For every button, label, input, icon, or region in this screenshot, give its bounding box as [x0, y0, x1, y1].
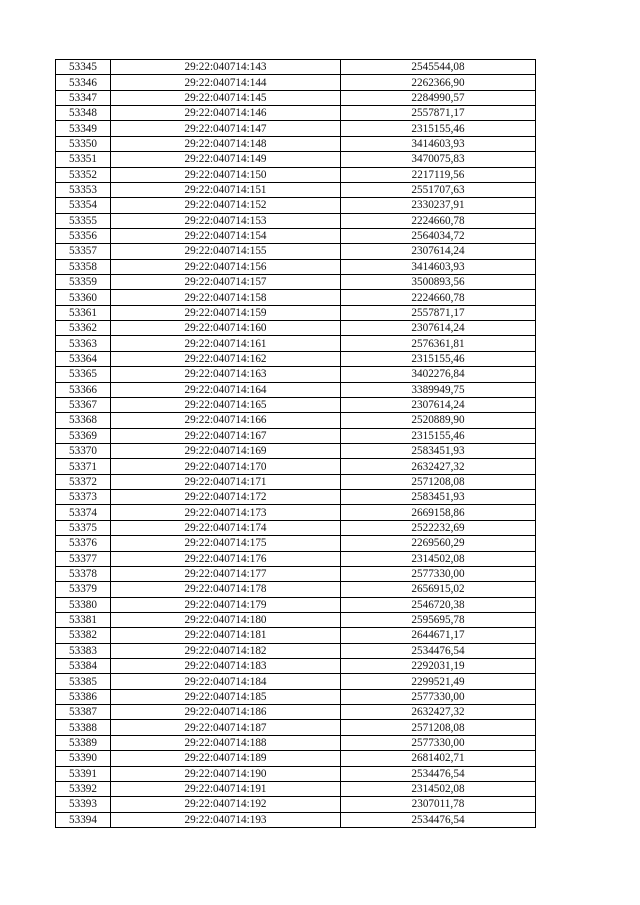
row-number-cell: 53352 [56, 167, 111, 182]
table-row [56, 413, 536, 428]
row-number-cell: 53351 [56, 152, 111, 167]
cadastral-value-cell: 2583451,93 [341, 443, 536, 458]
table-row [56, 551, 536, 566]
cadastral-number-cell: 29:22:040714:144 [111, 75, 341, 90]
cadastral-number-cell: 29:22:040714:165 [111, 397, 341, 412]
cadastral-value-cell: 2217119,56 [341, 167, 536, 182]
cadastral-number-cell: 29:22:040714:164 [111, 382, 341, 397]
cadastral-number-cell: 29:22:040714:153 [111, 213, 341, 228]
table-row [56, 751, 536, 766]
row-number-cell: 53374 [56, 505, 111, 520]
cadastral-value-cell: 2632427,32 [341, 459, 536, 474]
cadastral-value-cell: 2330237,91 [341, 198, 536, 213]
row-number-cell: 53390 [56, 751, 111, 766]
table-row [56, 566, 536, 581]
cadastral-value-cell: 2307614,24 [341, 244, 536, 259]
row-number-cell: 53385 [56, 674, 111, 689]
table-row [56, 351, 536, 366]
table-row [56, 597, 536, 612]
cadastral-value-cell: 2577330,00 [341, 735, 536, 750]
cadastral-number-cell: 29:22:040714:173 [111, 505, 341, 520]
table-row [56, 167, 536, 182]
cadastral-value-cell: 2669158,86 [341, 505, 536, 520]
cadastral-number-cell: 29:22:040714:191 [111, 781, 341, 796]
row-number-cell: 53393 [56, 797, 111, 812]
cadastral-value-cell: 3414603,93 [341, 136, 536, 151]
row-number-cell: 53382 [56, 628, 111, 643]
cadastral-value-cell: 2534476,54 [341, 812, 536, 827]
cadastral-value-cell: 2557871,17 [341, 106, 536, 121]
table-row [56, 505, 536, 520]
cadastral-value-cell: 2314502,08 [341, 781, 536, 796]
cadastral-value-cell: 2534476,54 [341, 643, 536, 658]
cadastral-number-cell: 29:22:040714:146 [111, 106, 341, 121]
row-number-cell: 53355 [56, 213, 111, 228]
cadastral-number-cell: 29:22:040714:188 [111, 735, 341, 750]
cadastral-number-cell: 29:22:040714:176 [111, 551, 341, 566]
table-row [56, 321, 536, 336]
cadastral-number-cell: 29:22:040714:169 [111, 443, 341, 458]
table-row [56, 490, 536, 505]
row-number-cell: 53368 [56, 413, 111, 428]
table-row [56, 474, 536, 489]
row-number-cell: 53378 [56, 566, 111, 581]
table-row [56, 781, 536, 796]
row-number-cell: 53358 [56, 259, 111, 274]
cadastral-number-cell: 29:22:040714:162 [111, 351, 341, 366]
table-row [56, 612, 536, 627]
cadastral-number-cell: 29:22:040714:157 [111, 275, 341, 290]
cadastral-number-cell: 29:22:040714:159 [111, 305, 341, 320]
table-body [56, 60, 536, 828]
table-row [56, 689, 536, 704]
cadastral-value-cell: 2269560,29 [341, 536, 536, 551]
cadastral-number-cell: 29:22:040714:160 [111, 321, 341, 336]
table-row [56, 705, 536, 720]
table-row [56, 198, 536, 213]
row-number-cell: 53361 [56, 305, 111, 320]
cadastral-value-cell: 3402276,84 [341, 367, 536, 382]
table-row [56, 459, 536, 474]
cadastral-number-cell: 29:22:040714:172 [111, 490, 341, 505]
cadastral-value-cell: 3470075,83 [341, 152, 536, 167]
table-row [56, 121, 536, 136]
row-number-cell: 53359 [56, 275, 111, 290]
table-row [56, 106, 536, 121]
row-number-cell: 53372 [56, 474, 111, 489]
row-number-cell: 53371 [56, 459, 111, 474]
cadastral-value-cell: 2571208,08 [341, 474, 536, 489]
cadastral-number-cell: 29:22:040714:190 [111, 766, 341, 781]
row-number-cell: 53369 [56, 428, 111, 443]
table-row [56, 797, 536, 812]
cadastral-number-cell: 29:22:040714:184 [111, 674, 341, 689]
row-number-cell: 53345 [56, 60, 111, 75]
row-number-cell: 53348 [56, 106, 111, 121]
cadastral-value-cell: 2595695,78 [341, 612, 536, 627]
table-row [56, 367, 536, 382]
cadastral-value-cell: 2557871,17 [341, 305, 536, 320]
table-row [56, 735, 536, 750]
cadastral-number-cell: 29:22:040714:151 [111, 182, 341, 197]
table-row [56, 75, 536, 90]
cadastral-value-cell: 2307011,78 [341, 797, 536, 812]
cadastral-value-cell: 2314502,08 [341, 551, 536, 566]
table-row [56, 536, 536, 551]
row-number-cell: 53356 [56, 228, 111, 243]
row-number-cell: 53394 [56, 812, 111, 827]
row-number-cell: 53377 [56, 551, 111, 566]
table-row [56, 766, 536, 781]
table-row [56, 520, 536, 535]
cadastral-number-cell: 29:22:040714:167 [111, 428, 341, 443]
row-number-cell: 53380 [56, 597, 111, 612]
row-number-cell: 53391 [56, 766, 111, 781]
cadastral-value-table [55, 59, 536, 828]
row-number-cell: 53346 [56, 75, 111, 90]
cadastral-number-cell: 29:22:040714:150 [111, 167, 341, 182]
cadastral-number-cell: 29:22:040714:143 [111, 60, 341, 75]
table-row [56, 382, 536, 397]
table-row [56, 259, 536, 274]
row-number-cell: 53367 [56, 397, 111, 412]
table-row [56, 60, 536, 75]
cadastral-value-cell: 2577330,00 [341, 689, 536, 704]
cadastral-value-cell: 2644671,17 [341, 628, 536, 643]
row-number-cell: 53384 [56, 659, 111, 674]
cadastral-value-cell: 2681402,71 [341, 751, 536, 766]
cadastral-number-cell: 29:22:040714:161 [111, 336, 341, 351]
cadastral-number-cell: 29:22:040714:170 [111, 459, 341, 474]
cadastral-number-cell: 29:22:040714:189 [111, 751, 341, 766]
cadastral-number-cell: 29:22:040714:155 [111, 244, 341, 259]
table-row [56, 659, 536, 674]
cadastral-number-cell: 29:22:040714:183 [111, 659, 341, 674]
row-number-cell: 53375 [56, 520, 111, 535]
table-row [56, 152, 536, 167]
row-number-cell: 53365 [56, 367, 111, 382]
cadastral-number-cell: 29:22:040714:156 [111, 259, 341, 274]
table-row [56, 213, 536, 228]
cadastral-value-cell: 2307614,24 [341, 397, 536, 412]
row-number-cell: 53388 [56, 720, 111, 735]
cadastral-number-cell: 29:22:040714:192 [111, 797, 341, 812]
cadastral-number-cell: 29:22:040714:178 [111, 582, 341, 597]
table-row [56, 275, 536, 290]
table-row [56, 336, 536, 351]
cadastral-value-cell: 2224660,78 [341, 290, 536, 305]
row-number-cell: 53376 [56, 536, 111, 551]
table-row [56, 290, 536, 305]
cadastral-number-cell: 29:22:040714:158 [111, 290, 341, 305]
cadastral-number-cell: 29:22:040714:177 [111, 566, 341, 581]
row-number-cell: 53360 [56, 290, 111, 305]
cadastral-value-cell: 2571208,08 [341, 720, 536, 735]
table-row [56, 305, 536, 320]
cadastral-number-cell: 29:22:040714:163 [111, 367, 341, 382]
table-row [56, 443, 536, 458]
table-row [56, 136, 536, 151]
cadastral-value-cell: 3389949,75 [341, 382, 536, 397]
row-number-cell: 53387 [56, 705, 111, 720]
cadastral-number-cell: 29:22:040714:180 [111, 612, 341, 627]
table-row [56, 628, 536, 643]
cadastral-value-cell: 2315155,46 [341, 121, 536, 136]
row-number-cell: 53392 [56, 781, 111, 796]
cadastral-number-cell: 29:22:040714:174 [111, 520, 341, 535]
cadastral-value-cell: 2577330,00 [341, 566, 536, 581]
table-row [56, 720, 536, 735]
row-number-cell: 53370 [56, 443, 111, 458]
table-row [56, 397, 536, 412]
cadastral-number-cell: 29:22:040714:147 [111, 121, 341, 136]
row-number-cell: 53350 [56, 136, 111, 151]
cadastral-value-cell: 2224660,78 [341, 213, 536, 228]
cadastral-value-cell: 3414603,93 [341, 259, 536, 274]
cadastral-number-cell: 29:22:040714:186 [111, 705, 341, 720]
cadastral-number-cell: 29:22:040714:154 [111, 228, 341, 243]
table-row [56, 90, 536, 105]
cadastral-value-cell: 2262366,90 [341, 75, 536, 90]
table-row [56, 582, 536, 597]
cadastral-number-cell: 29:22:040714:187 [111, 720, 341, 735]
cadastral-value-cell: 2546720,38 [341, 597, 536, 612]
cadastral-value-cell: 2551707,63 [341, 182, 536, 197]
cadastral-value-cell: 2522232,69 [341, 520, 536, 535]
cadastral-value-cell: 2632427,32 [341, 705, 536, 720]
row-number-cell: 53373 [56, 490, 111, 505]
cadastral-value-cell: 2520889,90 [341, 413, 536, 428]
cadastral-value-cell: 2307614,24 [341, 321, 536, 336]
table-row [56, 244, 536, 259]
cadastral-number-cell: 29:22:040714:181 [111, 628, 341, 643]
cadastral-value-cell: 2656915,02 [341, 582, 536, 597]
table-row [56, 428, 536, 443]
cadastral-number-cell: 29:22:040714:171 [111, 474, 341, 489]
row-number-cell: 53362 [56, 321, 111, 336]
cadastral-value-cell: 2576361,81 [341, 336, 536, 351]
cadastral-value-cell: 3500893,56 [341, 275, 536, 290]
cadastral-number-cell: 29:22:040714:175 [111, 536, 341, 551]
row-number-cell: 53347 [56, 90, 111, 105]
cadastral-value-cell: 2315155,46 [341, 351, 536, 366]
row-number-cell: 53357 [56, 244, 111, 259]
cadastral-value-cell: 2292031,19 [341, 659, 536, 674]
row-number-cell: 53363 [56, 336, 111, 351]
cadastral-value-cell: 2545544,08 [341, 60, 536, 75]
cadastral-number-cell: 29:22:040714:185 [111, 689, 341, 704]
row-number-cell: 53349 [56, 121, 111, 136]
cadastral-value-cell: 2315155,46 [341, 428, 536, 443]
cadastral-value-cell: 2299521,49 [341, 674, 536, 689]
row-number-cell: 53364 [56, 351, 111, 366]
row-number-cell: 53379 [56, 582, 111, 597]
cadastral-number-cell: 29:22:040714:149 [111, 152, 341, 167]
row-number-cell: 53389 [56, 735, 111, 750]
cadastral-number-cell: 29:22:040714:152 [111, 198, 341, 213]
row-number-cell: 53383 [56, 643, 111, 658]
row-number-cell: 53353 [56, 182, 111, 197]
cadastral-value-cell: 2583451,93 [341, 490, 536, 505]
table-row [56, 812, 536, 827]
table-row [56, 674, 536, 689]
cadastral-value-cell: 2564034,72 [341, 228, 536, 243]
row-number-cell: 53354 [56, 198, 111, 213]
cadastral-number-cell: 29:22:040714:145 [111, 90, 341, 105]
cadastral-number-cell: 29:22:040714:179 [111, 597, 341, 612]
cadastral-number-cell: 29:22:040714:148 [111, 136, 341, 151]
cadastral-number-cell: 29:22:040714:193 [111, 812, 341, 827]
table-row [56, 182, 536, 197]
table-row [56, 643, 536, 658]
row-number-cell: 53381 [56, 612, 111, 627]
row-number-cell: 53386 [56, 689, 111, 704]
cadastral-value-cell: 2284990,57 [341, 90, 536, 105]
row-number-cell: 53366 [56, 382, 111, 397]
cadastral-number-cell: 29:22:040714:166 [111, 413, 341, 428]
cadastral-number-cell: 29:22:040714:182 [111, 643, 341, 658]
table-row [56, 228, 536, 243]
cadastral-value-cell: 2534476,54 [341, 766, 536, 781]
